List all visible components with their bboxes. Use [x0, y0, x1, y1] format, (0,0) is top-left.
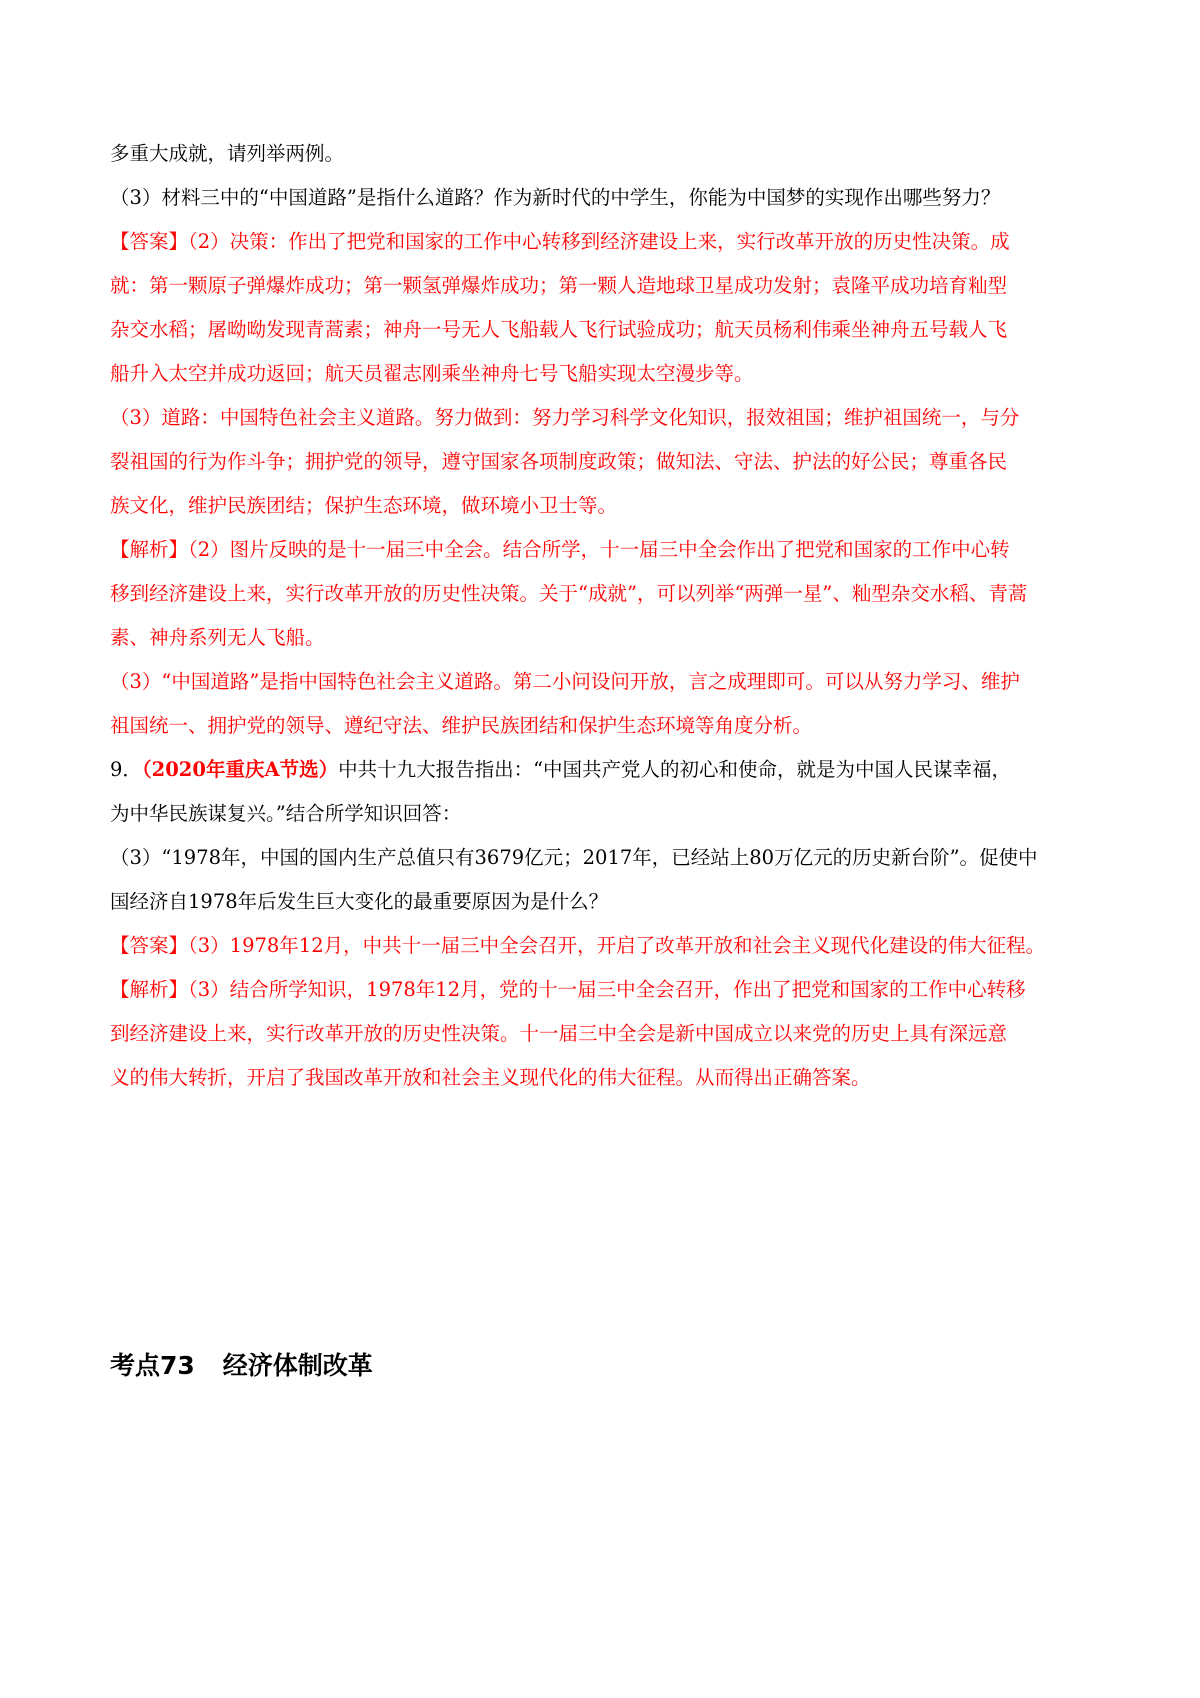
- analysis-text: 到经济建设上来，实行改革开放的历史性决策。十一届三中全会是新中国成立以来党的历史上具有深远意: [110, 1022, 1008, 1045]
- question-9-part3: 国经济自1978年后发生巨大变化的最重要原因为是什么？: [110, 890, 609, 913]
- analysis-text: （3）“中国道路”是指中国特色社会主义道路。第二小问设问开放，言之成理即可。可以从努力学习、维护: [110, 670, 1020, 693]
- answer-text: （3）道路：中国特色社会主义道路。努力做到：努力学习科学文化知识，报效祖国；维护祖国统一，与分: [110, 406, 1020, 429]
- answer-text: （3）1978年12月，中共十一届三中全会召开，开启了改革开放和社会主义现代化建设的伟大征程。: [188, 934, 1046, 957]
- answer-text: 杂交水稻；屠呦呦发现青蒿素；神舟一号无人飞船载人飞行试验成功；航天员杨利伟乘坐神舟五号载人飞: [110, 318, 1008, 341]
- section-title: 经济体制改革: [222, 1351, 373, 1380]
- question-9-part3: （3）“1978年，中国的国内生产总值只有3679亿元；2017年，已经站上80万亿元的历史新台阶”。促使中: [110, 846, 1038, 869]
- question-stem-text: 为中华民族谋复兴。”结合所学知识回答：: [110, 802, 462, 825]
- answer-line: [110, 932, 1100, 960]
- question-stem-text: 中共十九大报告指出：“中国共产党人的初心和使命，就是为中国人民谋幸福，: [338, 758, 1012, 781]
- section-heading: [110, 1346, 373, 1382]
- question-number: 9．: [110, 758, 142, 781]
- answer-text: （2）决策：作出了把党和国家的工作中心转移到经济建设上来，实行改革开放的历史性决策。成: [188, 230, 1010, 253]
- analysis-line: [110, 976, 1100, 1004]
- answer-tag: 【答案】: [110, 934, 189, 957]
- section-number: 考点73: [110, 1351, 195, 1380]
- analysis-text: 祖国统一、拥护党的领导、遵纪守法、维护民族团结和保护生态环境等角度分析。: [110, 714, 813, 737]
- question-8-part2-tail: 多重大成就，请列举两例。: [110, 142, 345, 165]
- analysis-text: （3）结合所学知识，1978年12月，党的十一届三中全会召开，作出了把党和国家的工作中心转移: [188, 978, 1026, 1001]
- question-source: （2020年重庆A节选）: [141, 758, 339, 781]
- question-8-part3: （3）材料三中的“中国道路”是指什么道路？作为新时代的中学生，你能为中国梦的实现作出哪些努力？: [110, 186, 1001, 209]
- analysis-tag: 【解析】: [110, 978, 189, 1001]
- analysis-text: 移到经济建设上来，实行改革开放的历史性决策。关于“成就”，可以列举“两弹一星”、籼型杂交水稻、青蒿: [110, 582, 1028, 605]
- answer-text: 族文化，维护民族团结；保护生态环境，做环境小卫士等。: [110, 494, 618, 517]
- analysis-text: 义的伟大转折，开启了我国改革开放和社会主义现代化的伟大征程。从而得出正确答案。: [110, 1066, 871, 1089]
- answer-line: [110, 228, 1100, 256]
- question-9-stem: [110, 756, 1100, 784]
- analysis-tag: 【解析】: [110, 538, 189, 561]
- answer-text: 裂祖国的行为作斗争；拥护党的领导，遵守国家各项制度政策；做知法、守法、护法的好公民；尊重各民: [110, 450, 1008, 473]
- analysis-line: [110, 536, 1100, 564]
- analysis-text: （2）图片反映的是十一届三中全会。结合所学，十一届三中全会作出了把党和国家的工作中心转: [188, 538, 1010, 561]
- answer-tag: 【答案】: [110, 230, 189, 253]
- analysis-text: 素、神舟系列无人飞船。: [110, 626, 325, 649]
- answer-text: 就：第一颗原子弹爆炸成功；第一颗氢弹爆炸成功；第一颗人造地球卫星成功发射；袁隆平成功培育籼型: [110, 274, 1008, 297]
- answer-text: 船升入太空并成功返回；航天员翟志刚乘坐神舟七号飞船实现太空漫步等。: [110, 362, 754, 385]
